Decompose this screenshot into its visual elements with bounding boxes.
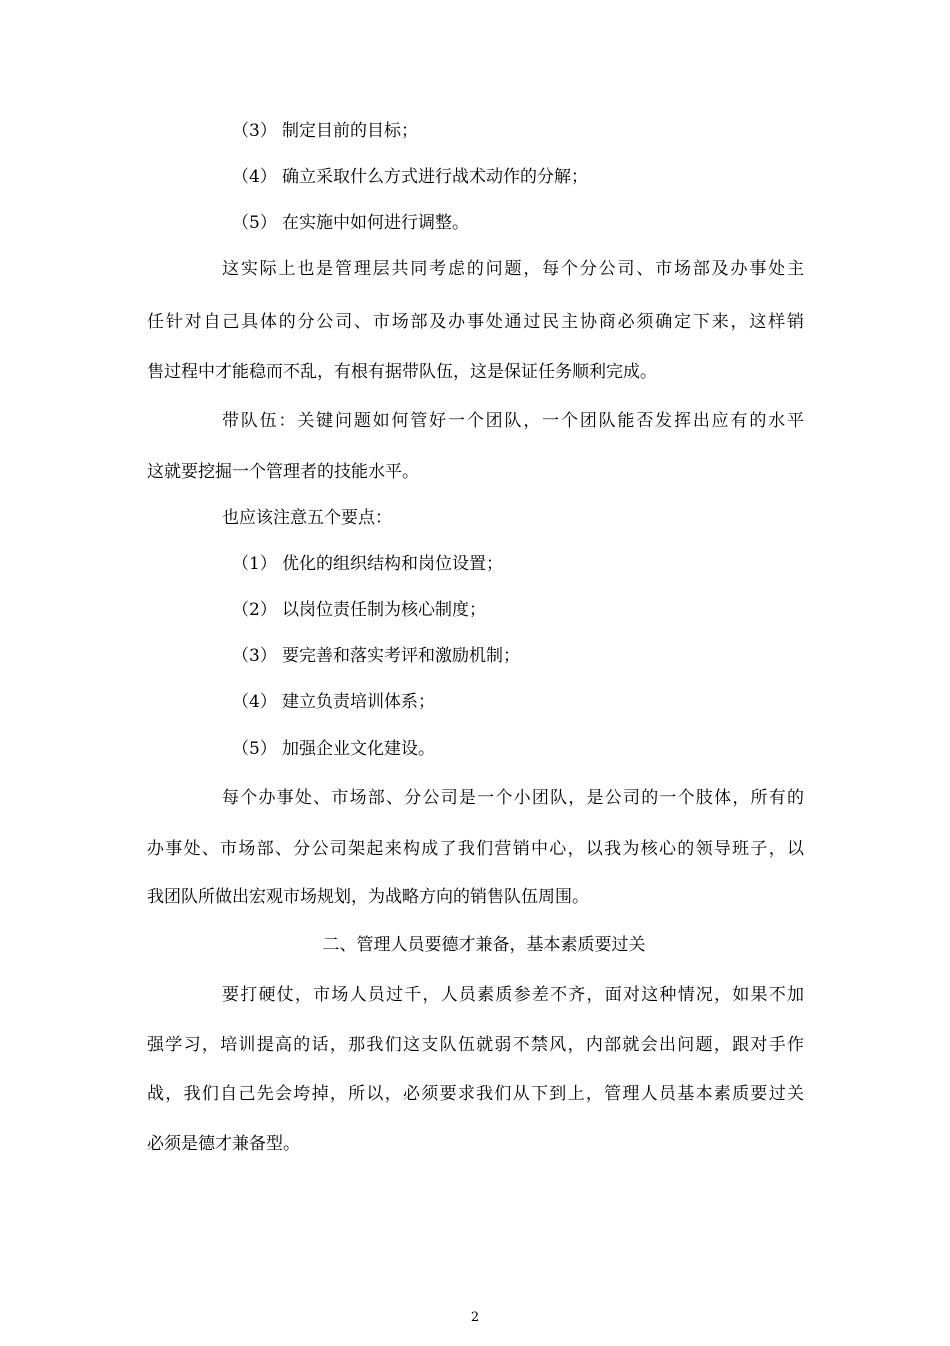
section-heading: 二、管理人员要德才兼备，基本素质要过关	[322, 935, 646, 955]
list-item-number: （3）	[232, 646, 277, 666]
paragraph-line: 这实际上也是管理层共同考虑的问题，每个分公司、市场部及办事处主	[222, 259, 804, 279]
list-item-text: 优化的组织结构和岗位设置；	[282, 554, 503, 574]
list-item-number: （5）	[232, 213, 277, 233]
list-item-number: （2）	[232, 600, 277, 620]
page-number: 2	[470, 1310, 480, 1325]
list-item-number: （4）	[232, 692, 277, 712]
list-item-text: 制定目前的目标；	[282, 121, 418, 141]
list-item-text: 建立负责培训体系；	[282, 692, 435, 712]
list-item-number: （3）	[232, 121, 277, 141]
list-item	[232, 690, 435, 714]
paragraph-line: 必须是德才兼备型。	[147, 1134, 300, 1154]
paragraph-line: 要打硬仗，市场人员过千，人员素质参差不齐，面对这种情况，如果不加	[222, 985, 804, 1005]
list-item-number: （5）	[232, 739, 277, 759]
list-item	[232, 552, 503, 576]
paragraph-line: 战，我们自己先会垮掉，所以，必须要求我们从下到上，管理人员基本素质要过关	[147, 1084, 804, 1104]
paragraph-line: 这就要挖掘一个管理者的技能水平。	[147, 462, 419, 482]
list-item	[232, 119, 418, 143]
list-item-text: 以岗位责任制为核心制度；	[282, 600, 486, 620]
paragraph-line: 售过程中才能稳而不乱，有根有据带队伍，这是保证任务顺利完成。	[147, 362, 657, 382]
paragraph-line: 也应该注意五个要点：	[222, 508, 392, 528]
list-item	[232, 165, 588, 189]
list-item	[232, 211, 469, 235]
list-item-text: 要完善和落实考评和激励机制；	[282, 646, 520, 666]
list-item	[232, 737, 435, 761]
list-item-text: 在实施中如何进行调整。	[282, 213, 469, 233]
list-item-text: 加强企业文化建设。	[282, 739, 435, 759]
paragraph-line: 带队伍：关键问题如何管好一个团队，一个团队能否发挥出应有的水平	[222, 411, 804, 431]
paragraph-line: 任针对自己具体的分公司、市场部及办事处通过民主协商必须确定下来，这样销	[147, 312, 804, 332]
list-item	[232, 598, 486, 622]
list-item-text: 确立采取什么方式进行战术动作的分解；	[282, 167, 588, 187]
paragraph-line: 我团队所做出宏观市场规划，为战略方向的销售队伍周围。	[147, 887, 589, 907]
paragraph-line: 强学习，培训提高的话，那我们这支队伍就弱不禁风，内部就会出问题，跟对手作	[147, 1035, 804, 1055]
paragraph-line: 办事处、市场部、分公司架起来构成了我们营销中心，以我为核心的领导班子，以	[147, 839, 804, 859]
list-item-number: （1）	[232, 554, 277, 574]
list-item	[232, 644, 520, 668]
paragraph-line: 每个办事处、市场部、分公司是一个小团队，是公司的一个肢体，所有的	[222, 788, 804, 808]
list-item-number: （4）	[232, 167, 277, 187]
